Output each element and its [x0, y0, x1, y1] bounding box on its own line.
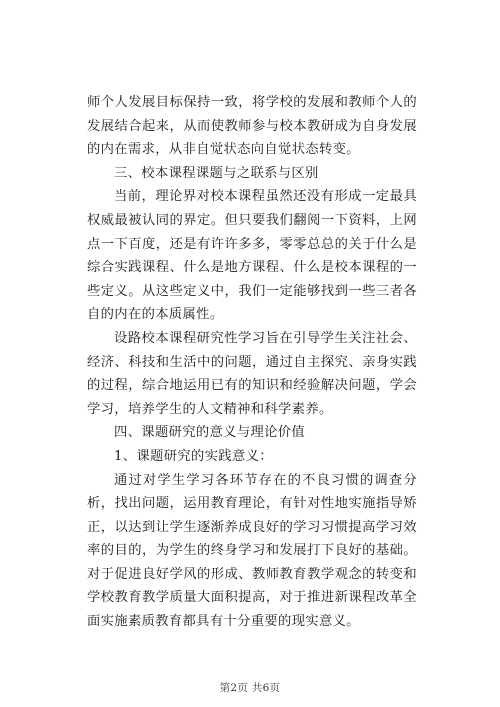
- section-heading-4: 四、课题研究的意义与理论价值: [114, 425, 306, 441]
- paragraph-continuation: 师个人发展目标保持一致，将学校的发展和教师个人的发展结合起来，从而使教师参与校本教研成为自身发展的内在需求，从非自觉状态向自觉状态转变。: [87, 95, 417, 158]
- paragraph-practical-significance: 通过对学生学习各环节存在的不良习惯的调查分析，找出问题，运用教育理论，有针对性地实施指导矫正，以达到让学生逐渐养成良好的学习习惯提高学习效率的目的，为学生的终身学习和发展打下良好的基础。对于促进良好学风的形成、教师教育教学观念的转变和学校教育教学质量大面积提高，对于推进新课程改革全面实施素质教育都具有十分重要的现实意义。: [87, 472, 417, 630]
- paragraph-research-learning: 设路校本课程研究性学习旨在引导学生关注社会、经济、科技和生活中的问题，通过自主探究、亲身实践的过程，综合地运用已有的知识和经验解决问题，学会学习，培养学生的人文精神和科学素养。: [87, 330, 417, 417]
- paragraph-definitions: 当前，理论界对校本课程虽然还没有形成一定最具权威最被认同的界定。但只要我们翻阅一下资料，上网点一下百度，还是有许许多多，零零总总的关于什么是综合实践课程、什么是地方课程、什么是校本课程的一些定义。从这些定义中，我们一定能够找到一些三者各自的内在的本质属性。: [87, 189, 417, 323]
- page-number-footer: 第2页 共6页: [219, 682, 281, 694]
- document-body: [87, 91, 417, 634]
- section-heading-3: 三、校本课程课题与之联系与区别: [114, 165, 319, 181]
- subsection-heading-1: 1、课题研究的实践意义：: [114, 448, 273, 464]
